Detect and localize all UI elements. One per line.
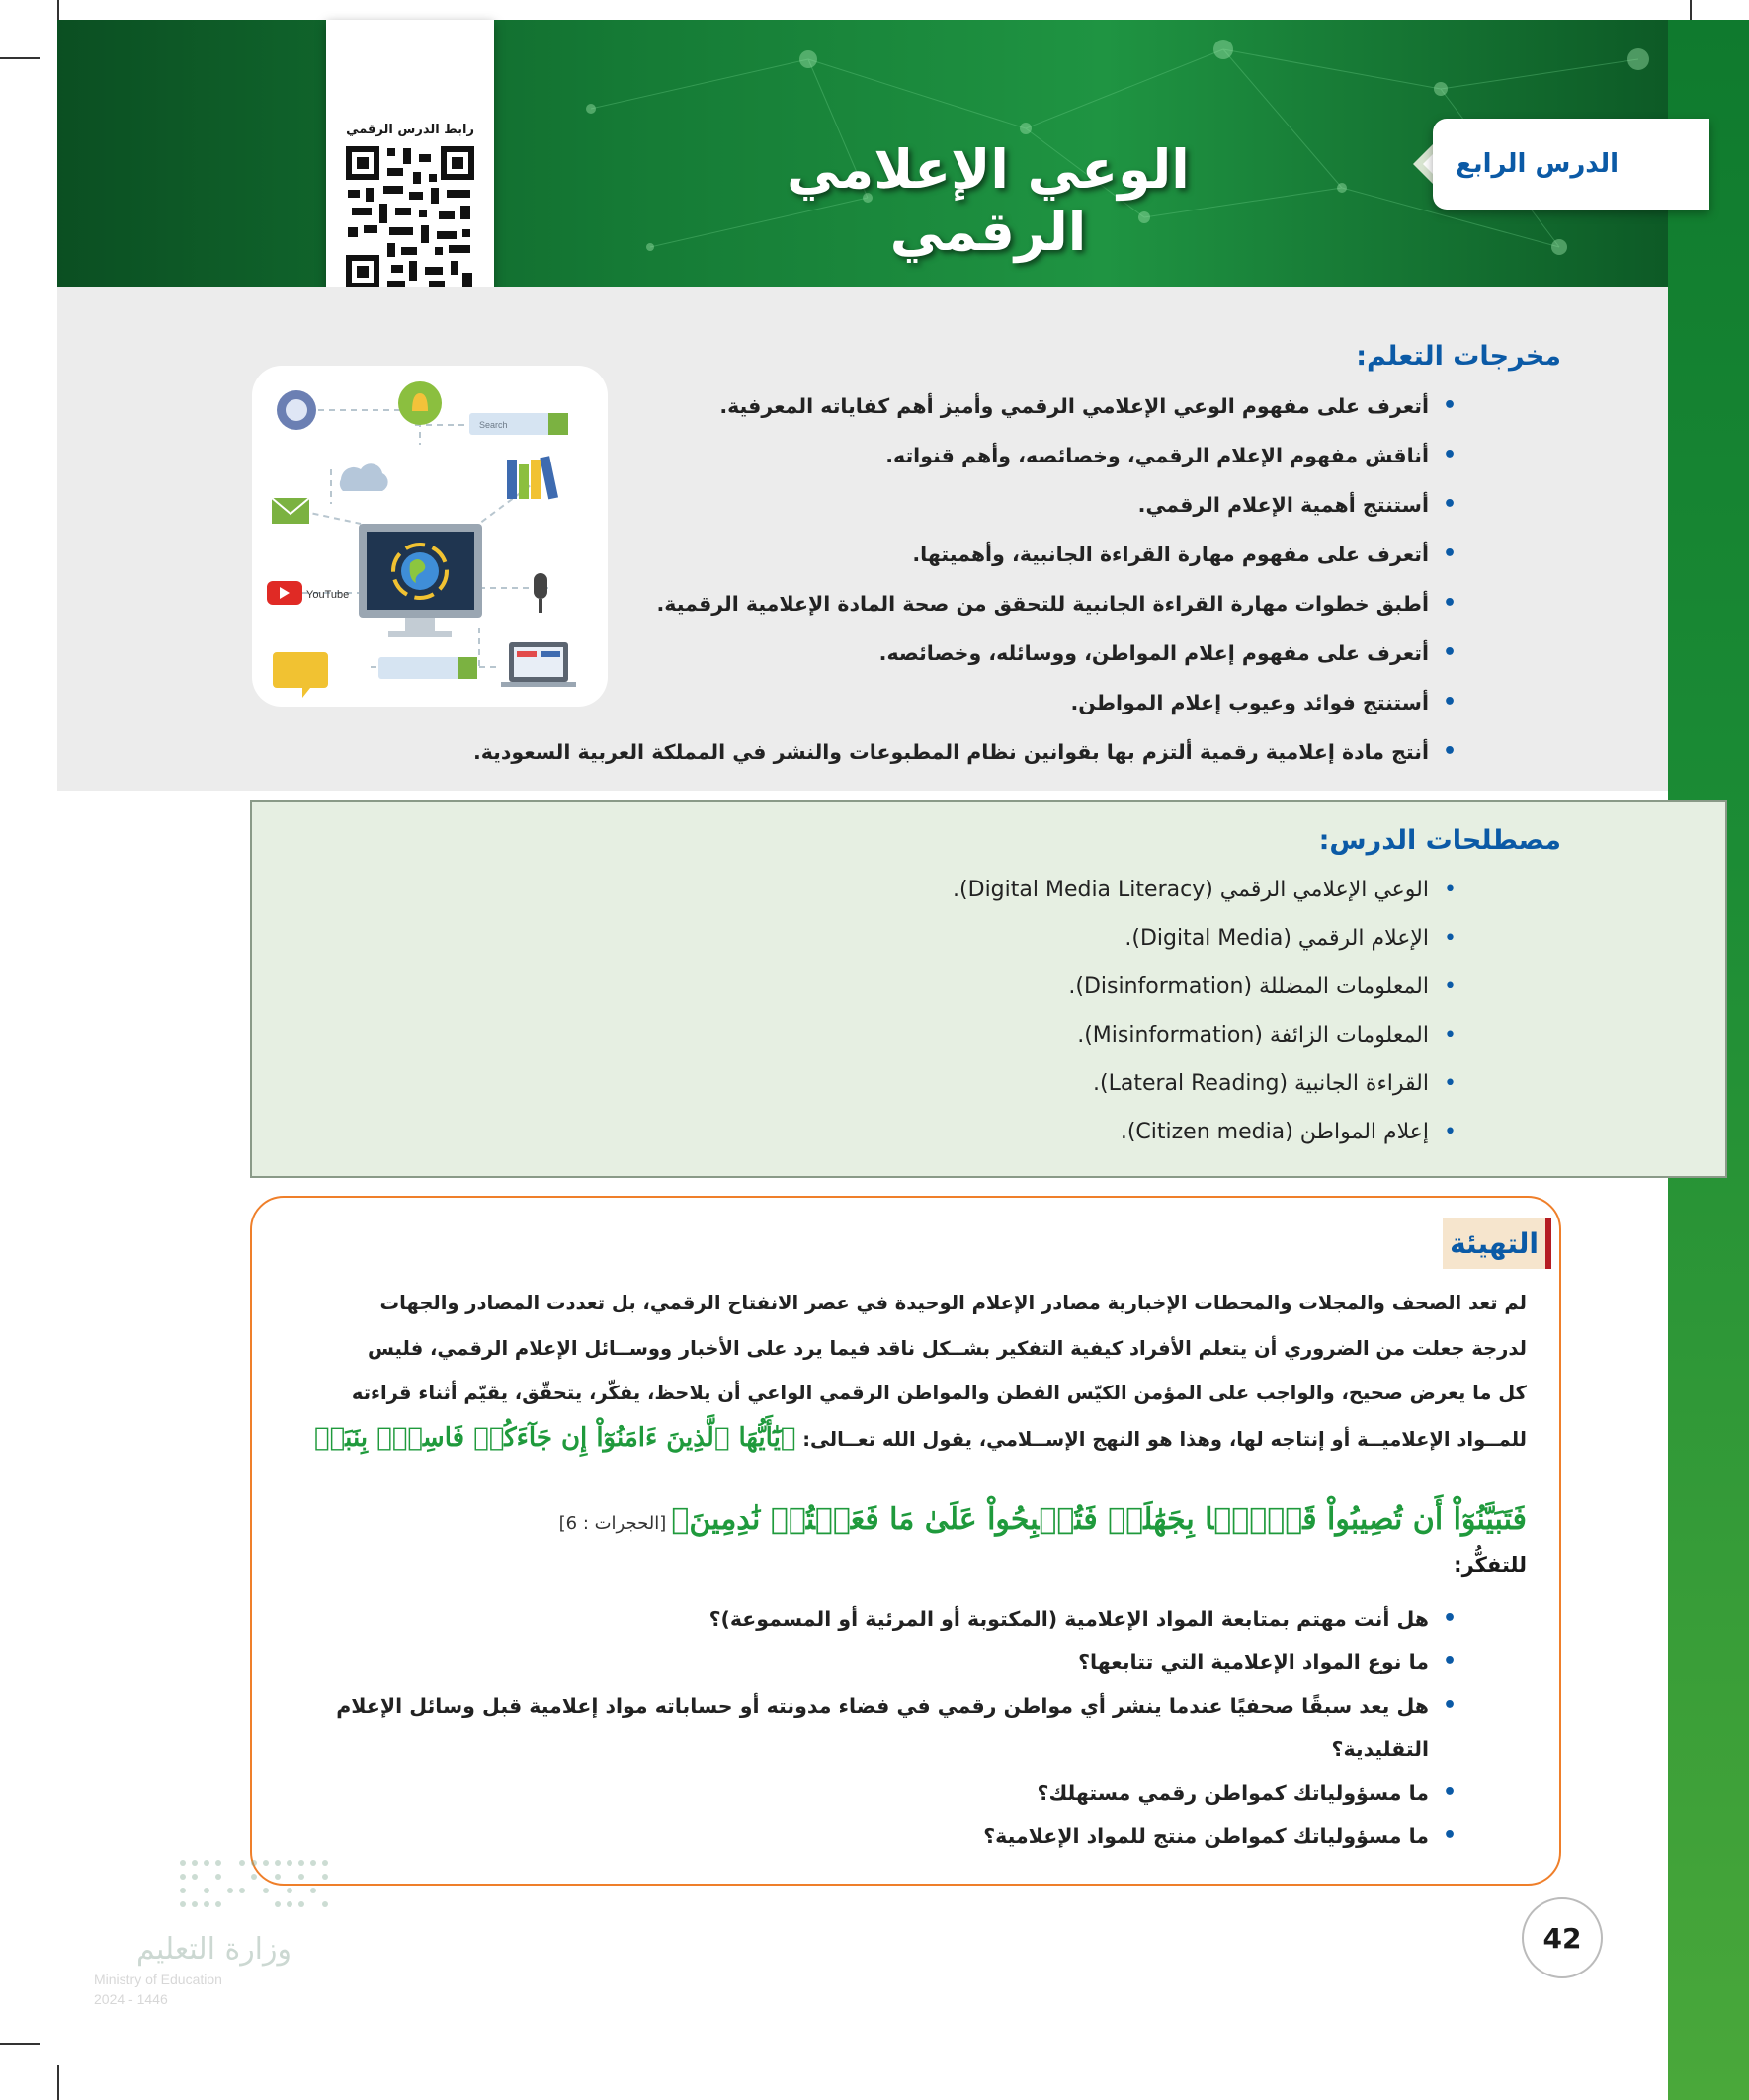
list-item: • هل أنت مهتم بمتابعة المواد الإعلامية (المكتوبة أو المرئية أو المسموعة)؟ [287,1597,1462,1640]
lesson-number-tab [1433,119,1709,210]
chat-bubble-icon [273,652,328,698]
paragraph-line: كل ما يعرض صحيح، والواجب على المؤمن الكيّس الفطن والمواطن الرقمي الواعي أن يلاحظ، يفكّر، يتحقّق، يقيّم أثناء قراءته [351,1382,1527,1404]
ministry-name-ar: وزارة التعليم [135,1932,292,1967]
quran-verse-part2: فَتَبَيَّنُوٓاْ أَن تُصِيبُواْ قَوۡمَۢا بِجَهَٰلَةٖ فَتُصۡبِحُواْ عَلَىٰ مَا فَعَلۡتُمۡ نَٰدِمِينَ﴾ [671,1502,1527,1537]
crop-mark [0,2043,40,2045]
page-number-badge [1522,1897,1603,1978]
list-item: • المعلومات المضللة (Disinformation). [692,963,1462,1011]
quran-verse-part1: ﴿يَٰٓأَيُّهَا ٱلَّذِينَ ءَامَنُوٓاْ إِن جَآءَكُمۡ فَاسِقُۢ بِنَبَإٖ [313,1422,796,1453]
warmup-label: التهيئة [1450,1226,1539,1260]
outcomes-list-last [395,727,1462,777]
paragraph-line [287,1416,1527,1462]
terms-heading: مصطلحات الدرس: [1318,825,1561,856]
list-item: • الإعلام الرقمي (Digital Media). [692,914,1462,963]
list-item: • المعلومات الزائفة (Misinformation). [692,1011,1462,1059]
paragraph-line: لم تعد الصحف والمجلات والمحطات الإخبارية مصادر الإعلام الوحيدة في عصر الانفتاح الرقمي، بل تعددت المصادر والجهات [379,1292,1527,1314]
qr-card[interactable] [326,20,494,316]
verse-reference: [الحجرات : 6] [558,1513,667,1534]
list-item: • أطبق خطوات مهارة القراءة الجانبية للتحقق من صحة المادة الإعلامية الرقمية. [593,579,1462,629]
list-item: • أتعرف على مفهوم الوعي الإعلامي الرقمي وأميز أهم كفاياته المعرفية. [593,381,1462,431]
list-item: • ما مسؤولياتك كمواطن منتج للمواد الإعلامية؟ [287,1814,1462,1858]
crop-mark [0,57,40,59]
ministry-year: 2024 - 1446 [94,1991,168,2007]
quran-verse-line [287,1502,1527,1537]
microphone-icon [534,573,547,599]
lesson-number-label: الدرس الرابع [1456,149,1619,179]
warmup-paragraph [287,1281,1527,1461]
ministry-logo [94,1853,351,2007]
lesson-title: الوعي الإعلامي الرقمي [787,138,1190,263]
terms-list [692,866,1462,1156]
crop-mark [57,2065,59,2100]
list-item: • هل يعد سبقًا صحفيًا عندما ينشر أي مواطن رقمي في فضاء مدونته أو حساباته مواد إعلامية قبل وسائل الإعلام التقليدية؟ [287,1684,1462,1771]
list-item: • أنتج مادة إعلامية رقمية ألتزم بها بقوانين نظام المطبوعات والنشر في المملكة العربية السعودية. [395,727,1462,777]
qr-code-icon[interactable] [344,144,476,293]
qr-label: رابط الدرس الرقمي [346,123,474,137]
list-item: • إعلام المواطن (Citizen media). [692,1108,1462,1156]
illus-youtube-text: YouTube [306,589,350,601]
illus-search-text: Search [479,420,508,430]
list-item: • ما نوع المواد الإعلامية التي تتابعها؟ [287,1640,1462,1684]
list-item: • القراءة الجانبية (Lateral Reading). [692,1059,1462,1108]
digital-media-illustration [252,366,608,707]
reflection-questions [287,1597,1462,1858]
cloud-icon [340,463,388,491]
page-number: 42 [1542,1921,1582,1955]
ministry-name-en: Ministry of Education [94,1972,222,1987]
warmup-tag [1443,1218,1551,1269]
list-item: • أناقش مفهوم الإعلام الرقمي، وخصائصه، وأهم قنواته. [593,431,1462,480]
ministry-dots-icon [94,1853,351,1932]
reflection-label: للتفكُّر: [1454,1554,1527,1577]
outcomes-heading: مخرجات التعلم: [1356,341,1561,372]
list-item: • أستنتج فوائد وعيوب إعلام المواطن. [593,678,1462,727]
outcomes-list [593,381,1462,727]
paragraph-line-text: للمــواد الإعلاميــة أو إنتاجه لها، وهذا هو النهج الإســلامي، يقول الله تعــالى: [802,1427,1527,1451]
list-item: • أستنتج أهمية الإعلام الرقمي. [593,480,1462,530]
list-item: • ما مسؤولياتك كمواطن رقمي مستهلك؟ [287,1771,1462,1814]
list-item: • أتعرف على مفهوم مهارة القراءة الجانبية، وأهميتها. [593,530,1462,579]
list-item: • أتعرف على مفهوم إعلام المواطن، ووسائله، وخصائصه. [593,629,1462,678]
list-item: • الوعي الإعلامي الرقمي (Digital Media Literacy). [692,866,1462,914]
paragraph-line: لدرجة جعلت من الضروري أن يتعلم الأفراد كيفية التفكير بشــكل ناقد فيما يرد على الأخبار ووســائل الإعلام الرقمي، فليس [367,1336,1527,1360]
